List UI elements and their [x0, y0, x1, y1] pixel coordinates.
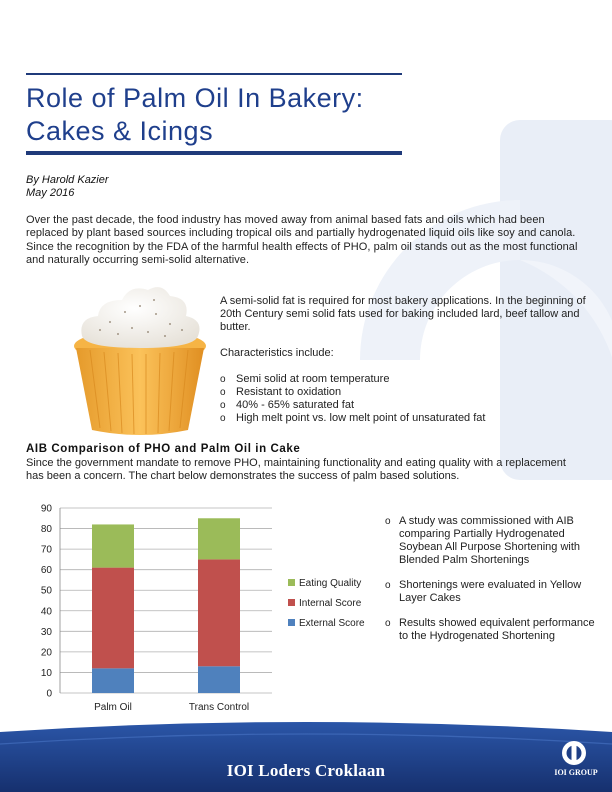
bar-segment: [198, 518, 240, 559]
intro-paragraph: Over the past decade, the food industry has moved away from animal based fats and oils which had been replaced by plant based sources including tropical oils and partially hydrogenated liquid oils like soy and canola. Since the recognition by the FDA of the harmful health effects of PHO, palm oil stands out as the most functional and naturally occurring semi-solid alternative.: [26, 214, 578, 267]
legend-entry: Eating Quality: [299, 578, 362, 589]
y-tick-label: 40: [40, 606, 52, 618]
y-tick-label: 50: [40, 585, 52, 597]
section-paragraph: Since the government mandate to remove PHO, maintaining functionality and eating quality with a replacement has been a concern. The chart below demonstrates the success of palm based solutions.: [26, 457, 566, 482]
cupcake-image: [70, 278, 210, 438]
legend-swatch: [288, 599, 295, 606]
publish-date: May 2016: [26, 187, 75, 199]
list-item: o High melt point vs. low melt point of unsaturated fat: [220, 412, 590, 425]
section-heading: AIB Comparison of PHO and Palm Oil in Cake: [26, 443, 301, 455]
title-line-2: Cakes & Icings: [26, 116, 214, 146]
group-label: IOI GROUP: [554, 768, 598, 777]
title-line-1: Role of Palm Oil In Bakery:: [26, 83, 364, 113]
stacked-bar-chart: [26, 500, 370, 722]
bar-segment: [92, 524, 134, 567]
study-points-list: [385, 515, 600, 655]
y-tick-label: 90: [40, 503, 52, 515]
characteristics-list: [220, 373, 590, 425]
bar-segment: [92, 668, 134, 693]
list-item: o Resistant to oxidation: [220, 386, 590, 399]
bar-segment: [92, 568, 134, 669]
footer-band: [0, 722, 612, 792]
title-rule-top: [26, 73, 402, 75]
legend-entry: Internal Score: [299, 598, 362, 609]
footer-brand-logo: IOI Loders Croklaan: [226, 761, 386, 780]
y-tick-label: 30: [40, 626, 52, 638]
list-item: o Semi solid at room temperature: [220, 373, 590, 386]
list-item: o Shortenings were evaluated in Yellow Layer Cakes: [385, 579, 600, 605]
semi-solid-paragraph: A semi-solid fat is required for most bakery applications. In the beginning of 20th Century semi solid fats used for baking included lard, beef tallow and butter.: [220, 295, 586, 333]
title-rule-bottom: [26, 151, 402, 155]
bar-segment: [198, 559, 240, 666]
side-text: [220, 295, 590, 425]
legend-swatch: [288, 619, 295, 626]
y-tick-label: 0: [46, 688, 52, 700]
x-tick-label: Trans Control: [188, 702, 250, 713]
y-tick-label: 20: [40, 647, 52, 659]
page-title: [26, 82, 446, 148]
author: By Harold Kazier: [26, 174, 109, 186]
x-tick-label: Palm Oil: [94, 702, 132, 713]
y-tick-label: 80: [40, 524, 52, 536]
characteristics-label: Characteristics include:: [220, 347, 334, 359]
y-tick-label: 10: [40, 667, 52, 679]
list-item: o 40% - 65% saturated fat: [220, 399, 590, 412]
y-tick-label: 60: [40, 565, 52, 577]
legend-swatch: [288, 579, 295, 586]
list-item: o A study was commissioned with AIB comparing Partially Hydrogenated Soybean All Purpose Shortening with Blended Palm Shortenings: [385, 515, 600, 567]
bar-segment: [198, 666, 240, 693]
byline: [26, 174, 109, 200]
list-item: o Results showed equivalent performance to the Hydrogenated Shortening: [385, 617, 600, 643]
y-tick-label: 70: [40, 544, 52, 556]
legend-entry: External Score: [299, 618, 365, 629]
